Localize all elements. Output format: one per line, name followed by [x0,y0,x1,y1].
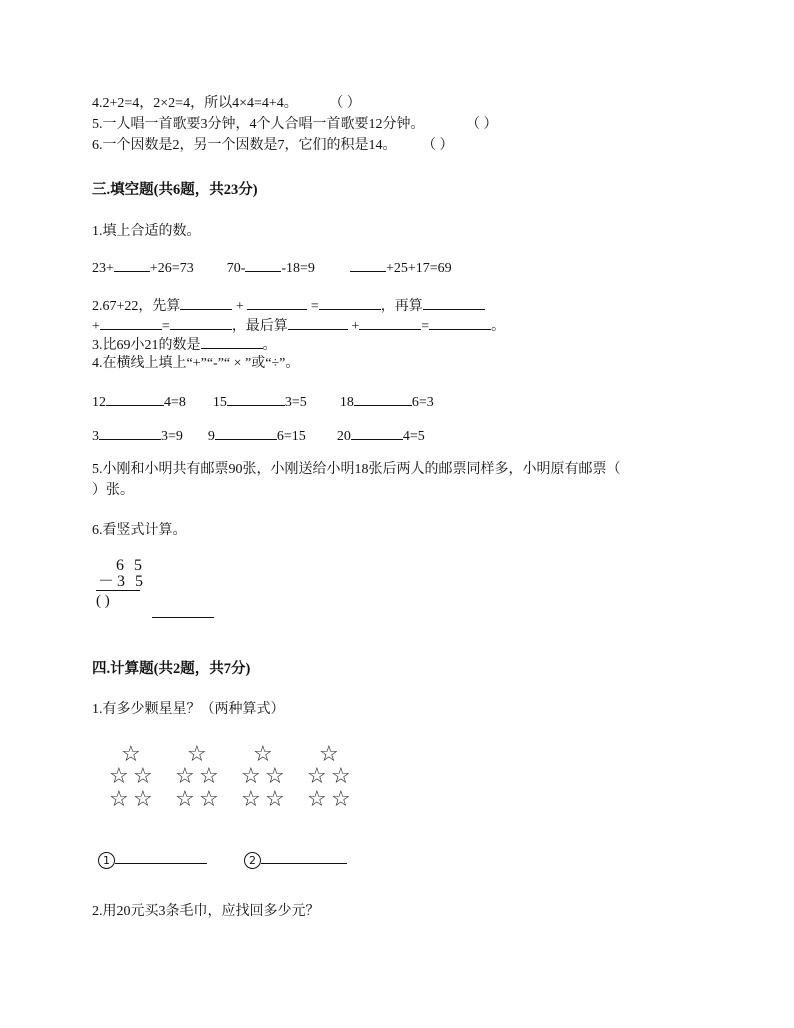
star-icon: ☆ [199,787,219,812]
vertical-result-paren[interactable]: ( ) [96,593,110,609]
answer-blank[interactable] [261,850,347,864]
vertical-minus-number: －3 5 [98,573,147,590]
star-icon: ☆ [307,787,327,812]
answer-blank[interactable] [423,296,485,310]
star-icon: ☆ [331,787,351,812]
fill-question-2: 2.67+22，先算 + = ，再算 [92,296,485,316]
star-icon: ☆ [265,764,285,789]
star-icon: ☆ [307,764,327,789]
answer-paren[interactable]: （ ） [466,117,498,132]
answer-blank[interactable] [106,392,164,406]
star-icon: ☆ [241,787,261,812]
star-icon: ☆ [133,787,153,812]
answer-blank[interactable] [227,392,285,406]
fill-question-3: 3.比69小21的数是 。 [92,335,277,355]
answer-blank[interactable] [288,316,348,330]
answer-blank[interactable] [354,392,412,406]
answer-blank[interactable] [114,258,150,272]
calc-question-1: 1.有多少颗星星？（两种算式） [92,702,285,717]
answer-blank[interactable] [319,296,381,310]
circled-number: 1 [98,852,115,869]
fill-question-4: 4.在横线上填上“+”“-”“ × ”或“÷”。 [92,356,300,371]
answer-paren[interactable]: （ ） [422,138,454,153]
answer-blank[interactable] [359,316,421,330]
star-icon: ☆ [109,787,129,812]
answer-blank[interactable] [100,316,162,330]
answer-blank[interactable] [170,316,232,330]
star-icon: ☆ [253,742,273,767]
answer-blank[interactable] [350,258,386,272]
fill-question-5-line2: ）张。 [92,483,134,498]
answer-blank[interactable] [429,316,491,330]
tf-question-5: 5.一人唱一首歌要3分钟，4个人合唱一首歌要12分钟。 （ ） [92,117,498,132]
answer-line-1 [98,850,207,870]
answer-blank[interactable] [180,296,232,310]
star-icon: ☆ [331,764,351,789]
star-icon: ☆ [175,764,195,789]
fill-question-1: 1.填上合适的数。 [92,224,201,239]
section-heading-fill: 三.填空题(共6题，共23分) [92,182,258,198]
section-heading-calc: 四.计算题(共2题，共7分) [92,661,251,677]
star-icon: ☆ [241,764,261,789]
star-icon: ☆ [133,764,153,789]
answer-blank[interactable] [245,258,281,272]
answer-blank[interactable] [351,426,403,440]
star-icon: ☆ [175,787,195,812]
answer-blank[interactable] [201,335,263,349]
star-icon: ☆ [265,787,285,812]
star-icon: ☆ [109,764,129,789]
fill-q1-row: 23+ +26=73 70- -18=9 +25+17=69 [92,258,452,278]
tf-question-4: 4.2+2=4，2×2=4，所以4×4=4+4。 （ ） [92,96,361,111]
answer-line[interactable] [152,617,214,618]
star-icon: ☆ [187,742,207,767]
answer-blank[interactable] [99,426,161,440]
circled-number: 2 [244,852,261,869]
fill-question-2-line2: + = ，最后算 + = 。 [92,316,505,336]
vertical-rule [96,590,140,591]
fill-question-6: 6.看竖式计算。 [92,523,187,538]
fill-question-5: 5.小刚和小明共有邮票90张，小刚送给小明18张后两人的邮票同样多，小明原有邮票（ [92,462,621,477]
vertical-top-number: 6 5 [116,557,145,574]
star-icon: ☆ [121,742,141,767]
star-icon: ☆ [319,742,339,767]
answer-paren[interactable]: （ ） [329,96,361,111]
calc-question-2: 2.用20元买3条毛巾，应找回多少元？ [92,904,320,919]
tf-question-6: 6.一个因数是2，另一个因数是7，它们的积是14。 （ ） [92,138,454,153]
star-icon: ☆ [199,764,219,789]
answer-line-2 [244,850,347,870]
answer-blank[interactable] [215,426,277,440]
fill-q4-row-1: 12 4=8 15 3=5 18 6=3 [92,392,434,412]
answer-blank[interactable] [115,850,207,864]
answer-blank[interactable] [247,296,307,310]
fill-q4-row-2: 3 3=9 9 6=15 20 4=5 [92,426,425,446]
